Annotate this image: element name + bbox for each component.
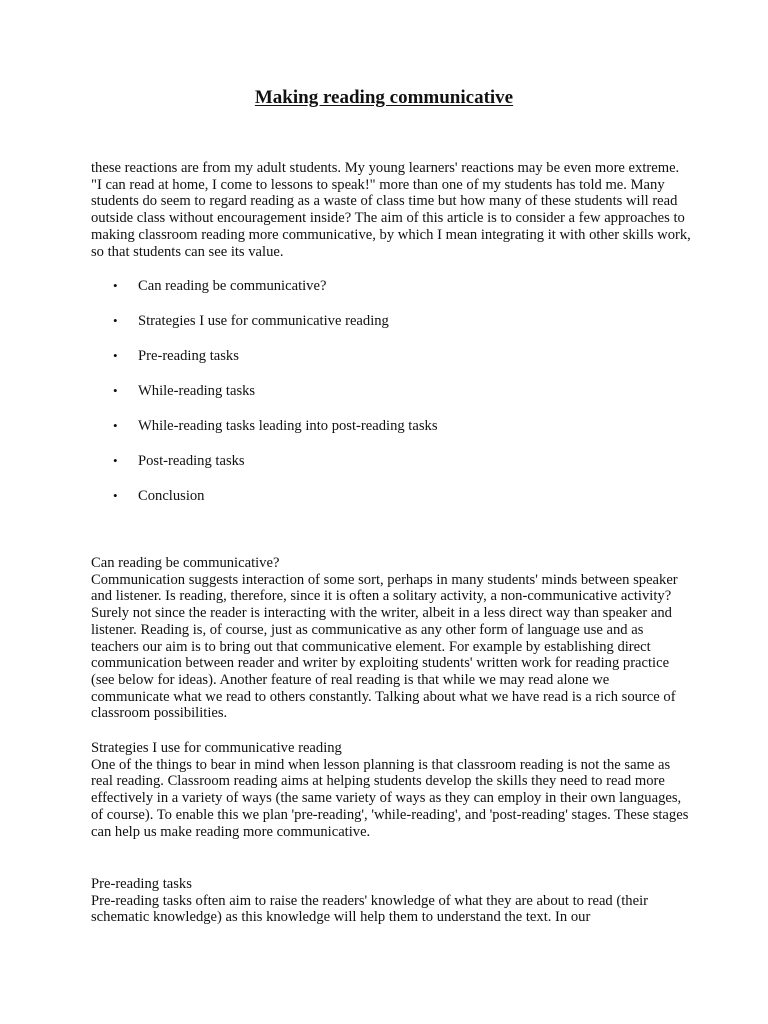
intro-text: these reactions are from my adult students. My young learners' reactions may be even more extreme. "I can read at home, I come to lessons to speak!" more than one of my students has told me. Many students do seem to regard reading as a waste of class time but how many of these students will read outside class without encouragement inside? The aim of this article is to consider a few approaches to making classroom reading more communicative, by which I mean integrating it with other skills work, so that students can see its value. — [91, 160, 691, 260]
section-heading: Pre-reading tasks — [91, 876, 192, 892]
section-body: Pre-reading tasks often aim to raise the readers' knowledge of what they are about to read (their schematic knowledge) as this knowledge will help them to understand the text. In our — [91, 892, 648, 926]
list-item — [113, 278, 438, 313]
section-heading: Can reading be communicative? — [91, 555, 280, 571]
bullet-icon: • — [113, 348, 118, 363]
bullet-icon: • — [113, 313, 118, 328]
list-item-label: While-reading tasks leading into post-reading tasks — [138, 418, 438, 434]
bullet-icon: • — [113, 383, 118, 398]
list-item — [113, 453, 438, 488]
list-item-label: Conclusion — [138, 488, 205, 504]
list-item — [113, 488, 438, 523]
list-item — [113, 418, 438, 453]
bullet-icon: • — [113, 278, 118, 293]
bullet-icon: • — [113, 453, 118, 468]
list-item-label: Pre-reading tasks — [138, 348, 239, 364]
list-item-label: Can reading be communicative? — [138, 278, 327, 294]
bullet-icon: • — [113, 418, 118, 433]
contents-list — [113, 278, 438, 523]
section-body: Communication suggests interaction of some sort, perhaps in many students' minds between speaker and listener. Is reading, therefore, since it is often a solitary activity, a non-communicative activity? Surely not since the reader is interacting with the writer, albeit in a less direct way than speaker and listener. Reading is, of course, just as communicative as any other form of language use and as teachers our aim is to bring out that communicative element. For example by establishing direct communication between reader and writer by exploiting students' written work for reading practice (see below for ideas). Another feature of real reading is that while we may read alone we communicate what we read to others constantly. Talking about what we have read is a rich source of classroom possibilities. — [91, 571, 678, 722]
list-item — [113, 313, 438, 348]
document-title: Making reading communicative — [254, 87, 514, 108]
section-pre-reading-tasks — [91, 876, 691, 926]
section-body: One of the things to bear in mind when lesson planning is that classroom reading is not the same as real reading. Classroom reading aims at helping students develop the skills they need to read more effectively in a variety of ways (the same variety of ways as they can employ in their own languages, of course). To enable this we plan 'pre-reading', 'while-reading', and 'post-reading' stages. These stages can help us make reading more communicative. — [91, 756, 689, 840]
list-item — [113, 383, 438, 418]
bullet-icon: • — [113, 488, 118, 503]
list-item-label: Strategies I use for communicative reading — [138, 313, 389, 329]
section-can-reading-be-communicative — [91, 555, 691, 722]
list-item-label: Post-reading tasks — [138, 453, 245, 469]
section-heading: Strategies I use for communicative reading — [91, 740, 342, 756]
intro-paragraph — [91, 160, 691, 260]
list-item — [113, 348, 438, 383]
section-strategies — [91, 740, 691, 840]
list-item-label: While-reading tasks — [138, 383, 256, 399]
